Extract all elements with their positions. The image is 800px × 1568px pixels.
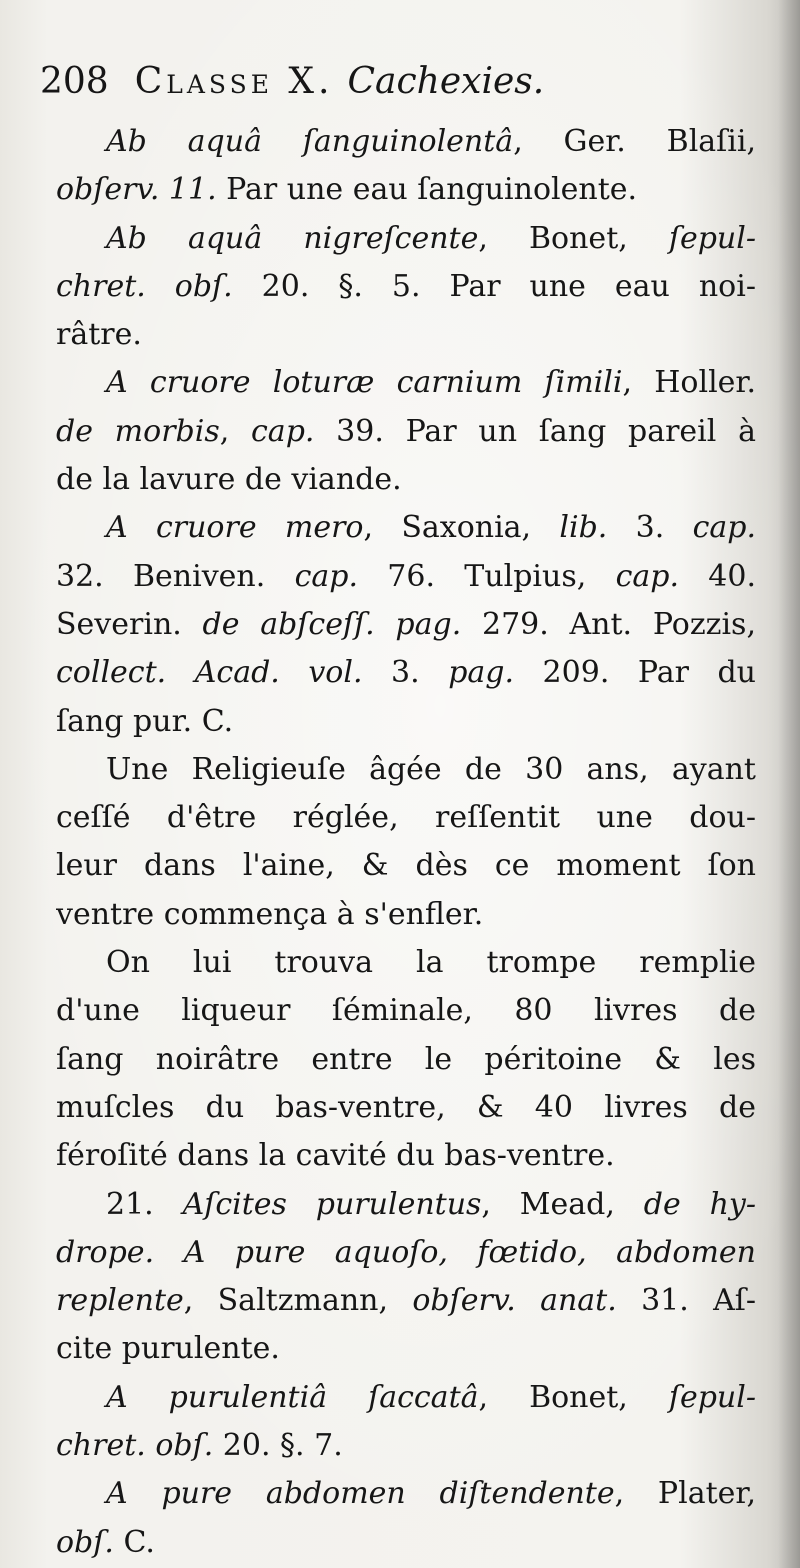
roman-text: 3. [607,510,693,546]
roman-text: 20. §. 7. [213,1428,343,1464]
roman-text: , Plater, [614,1476,756,1512]
roman-text: C. [113,1524,155,1560]
italic-text: lib. [559,510,608,546]
text-line [56,1132,756,1180]
text-body [56,118,756,1567]
italic-text: A purulentiâ ſaccatâ [106,1379,479,1415]
roman-text: 209. Par du [514,655,756,691]
roman-text: , Saxonia, [363,510,560,546]
text-line [56,1084,756,1132]
roman-text: de la lavure de viande. [56,462,402,498]
roman-text: muſcles du bas-ventre, & 40 livres de [56,1089,756,1125]
italic-text: cap. [692,510,756,546]
text-line [56,215,756,263]
text-line [56,1277,756,1325]
text-line [56,939,756,987]
running-head [40,62,544,102]
italic-text: cap. [251,413,315,449]
roman-text: Une Religieuſe âgée de 30 ans, ayant [106,751,756,787]
text-line [56,746,756,794]
roman-text: ſang pur. C. [56,703,234,739]
italic-text: Ab aquâ nigreſcente [106,220,479,256]
text-line [56,698,756,746]
roman-text: , Bonet, [478,220,669,256]
italic-text: Ab aquâ ſanguinolentâ [106,124,514,159]
italic-text: cap. [615,558,680,594]
roman-text: râtre. [56,317,142,353]
roman-text: , Bonet, [478,1379,669,1415]
italic-text: obſ. [56,1524,114,1560]
italic-text: de hy- [643,1186,756,1222]
italic-text: pag. [448,655,515,691]
italic-text: collect. Acad. vol. [56,655,363,691]
roman-text: 32. Beniven. [56,558,295,594]
roman-text: ſang noirâtre entre le péritoine & les [56,1041,756,1077]
page-edge-shadow [778,0,800,1568]
roman-text: d'une liqueur ſéminale, 80 livres de [56,993,756,1029]
roman-text: Severin. [56,606,203,642]
roman-text: 39. Par un ſang pareil à [314,413,756,449]
roman-text: 3. [362,655,449,691]
section-title: Cachexies. [347,61,545,102]
roman-text: cite purulente. [56,1331,280,1367]
roman-text: ceſſé d'être réglée, reſſentit une dou- [56,800,756,836]
roman-text: , Holler. [622,365,756,401]
roman-text: 279. Ant. Pozzis, [461,606,756,642]
class-title: Classe X. [134,61,334,102]
text-line [56,504,756,552]
italic-text: obſerv. 11. [56,172,217,208]
italic-text: Aſcites purulentus [182,1186,482,1222]
roman-text: 76. Tulpius, [358,558,616,594]
text-line [56,263,756,311]
text-line [56,842,756,890]
italic-text: A cruore loturæ carnium ſimili [106,365,623,401]
text-line [56,891,756,939]
italic-text: cap. [294,558,359,594]
text-line [56,1519,756,1567]
italic-text: chret. obſ. [56,1428,214,1464]
italic-text: drope. A pure aquoſo, fœtido, abdomen [56,1234,756,1270]
italic-text: de abſceſſ. pag. [202,606,462,642]
text-line [56,1229,756,1277]
page-number: 208 [40,61,109,102]
roman-text: , Mead, [481,1186,644,1222]
italic-text: A pure abdomen diſtendente [106,1476,615,1512]
italic-text: replente [56,1283,184,1319]
text-line [56,553,756,601]
text-line [56,1325,756,1373]
roman-text: 21. [106,1186,183,1222]
roman-text: , Ger. Blaſii, [513,124,756,159]
text-line [56,1422,756,1470]
italic-text: ſepul- [668,1379,756,1415]
roman-text: 31. Aſ- [616,1283,756,1319]
roman-text: , Saltzmann, [183,1283,413,1319]
text-line [56,649,756,697]
text-line [56,1470,756,1518]
roman-text: leur dans l'aine, & dès ce moment ſon [56,848,756,884]
text-line [56,118,756,166]
text-line [56,359,756,407]
italic-text: de morbis [56,413,220,449]
italic-text: A cruore mero [106,510,364,546]
text-line [56,408,756,456]
text-line [56,601,756,649]
text-line [56,456,756,504]
text-line [56,1036,756,1084]
text-line [56,987,756,1035]
text-line [56,1374,756,1422]
italic-text: chret. obſ. [56,268,233,304]
text-line [56,1181,756,1229]
roman-text: , [219,413,251,449]
roman-text: 40. [679,558,756,594]
roman-text: 20. §. 5. Par une eau noi- [232,268,756,304]
roman-text: ventre commença à s'enfler. [56,896,484,932]
roman-text: féroſité dans la cavité du bas-ventre. [56,1138,615,1174]
italic-text: obſerv. anat. [412,1283,617,1319]
roman-text: On lui trouva la trompe remplie [106,945,756,981]
italic-text: ſepul- [668,220,756,256]
roman-text: Par une eau ſanguinolente. [216,172,638,208]
text-line [56,794,756,842]
text-line [56,311,756,359]
text-line [56,166,756,214]
